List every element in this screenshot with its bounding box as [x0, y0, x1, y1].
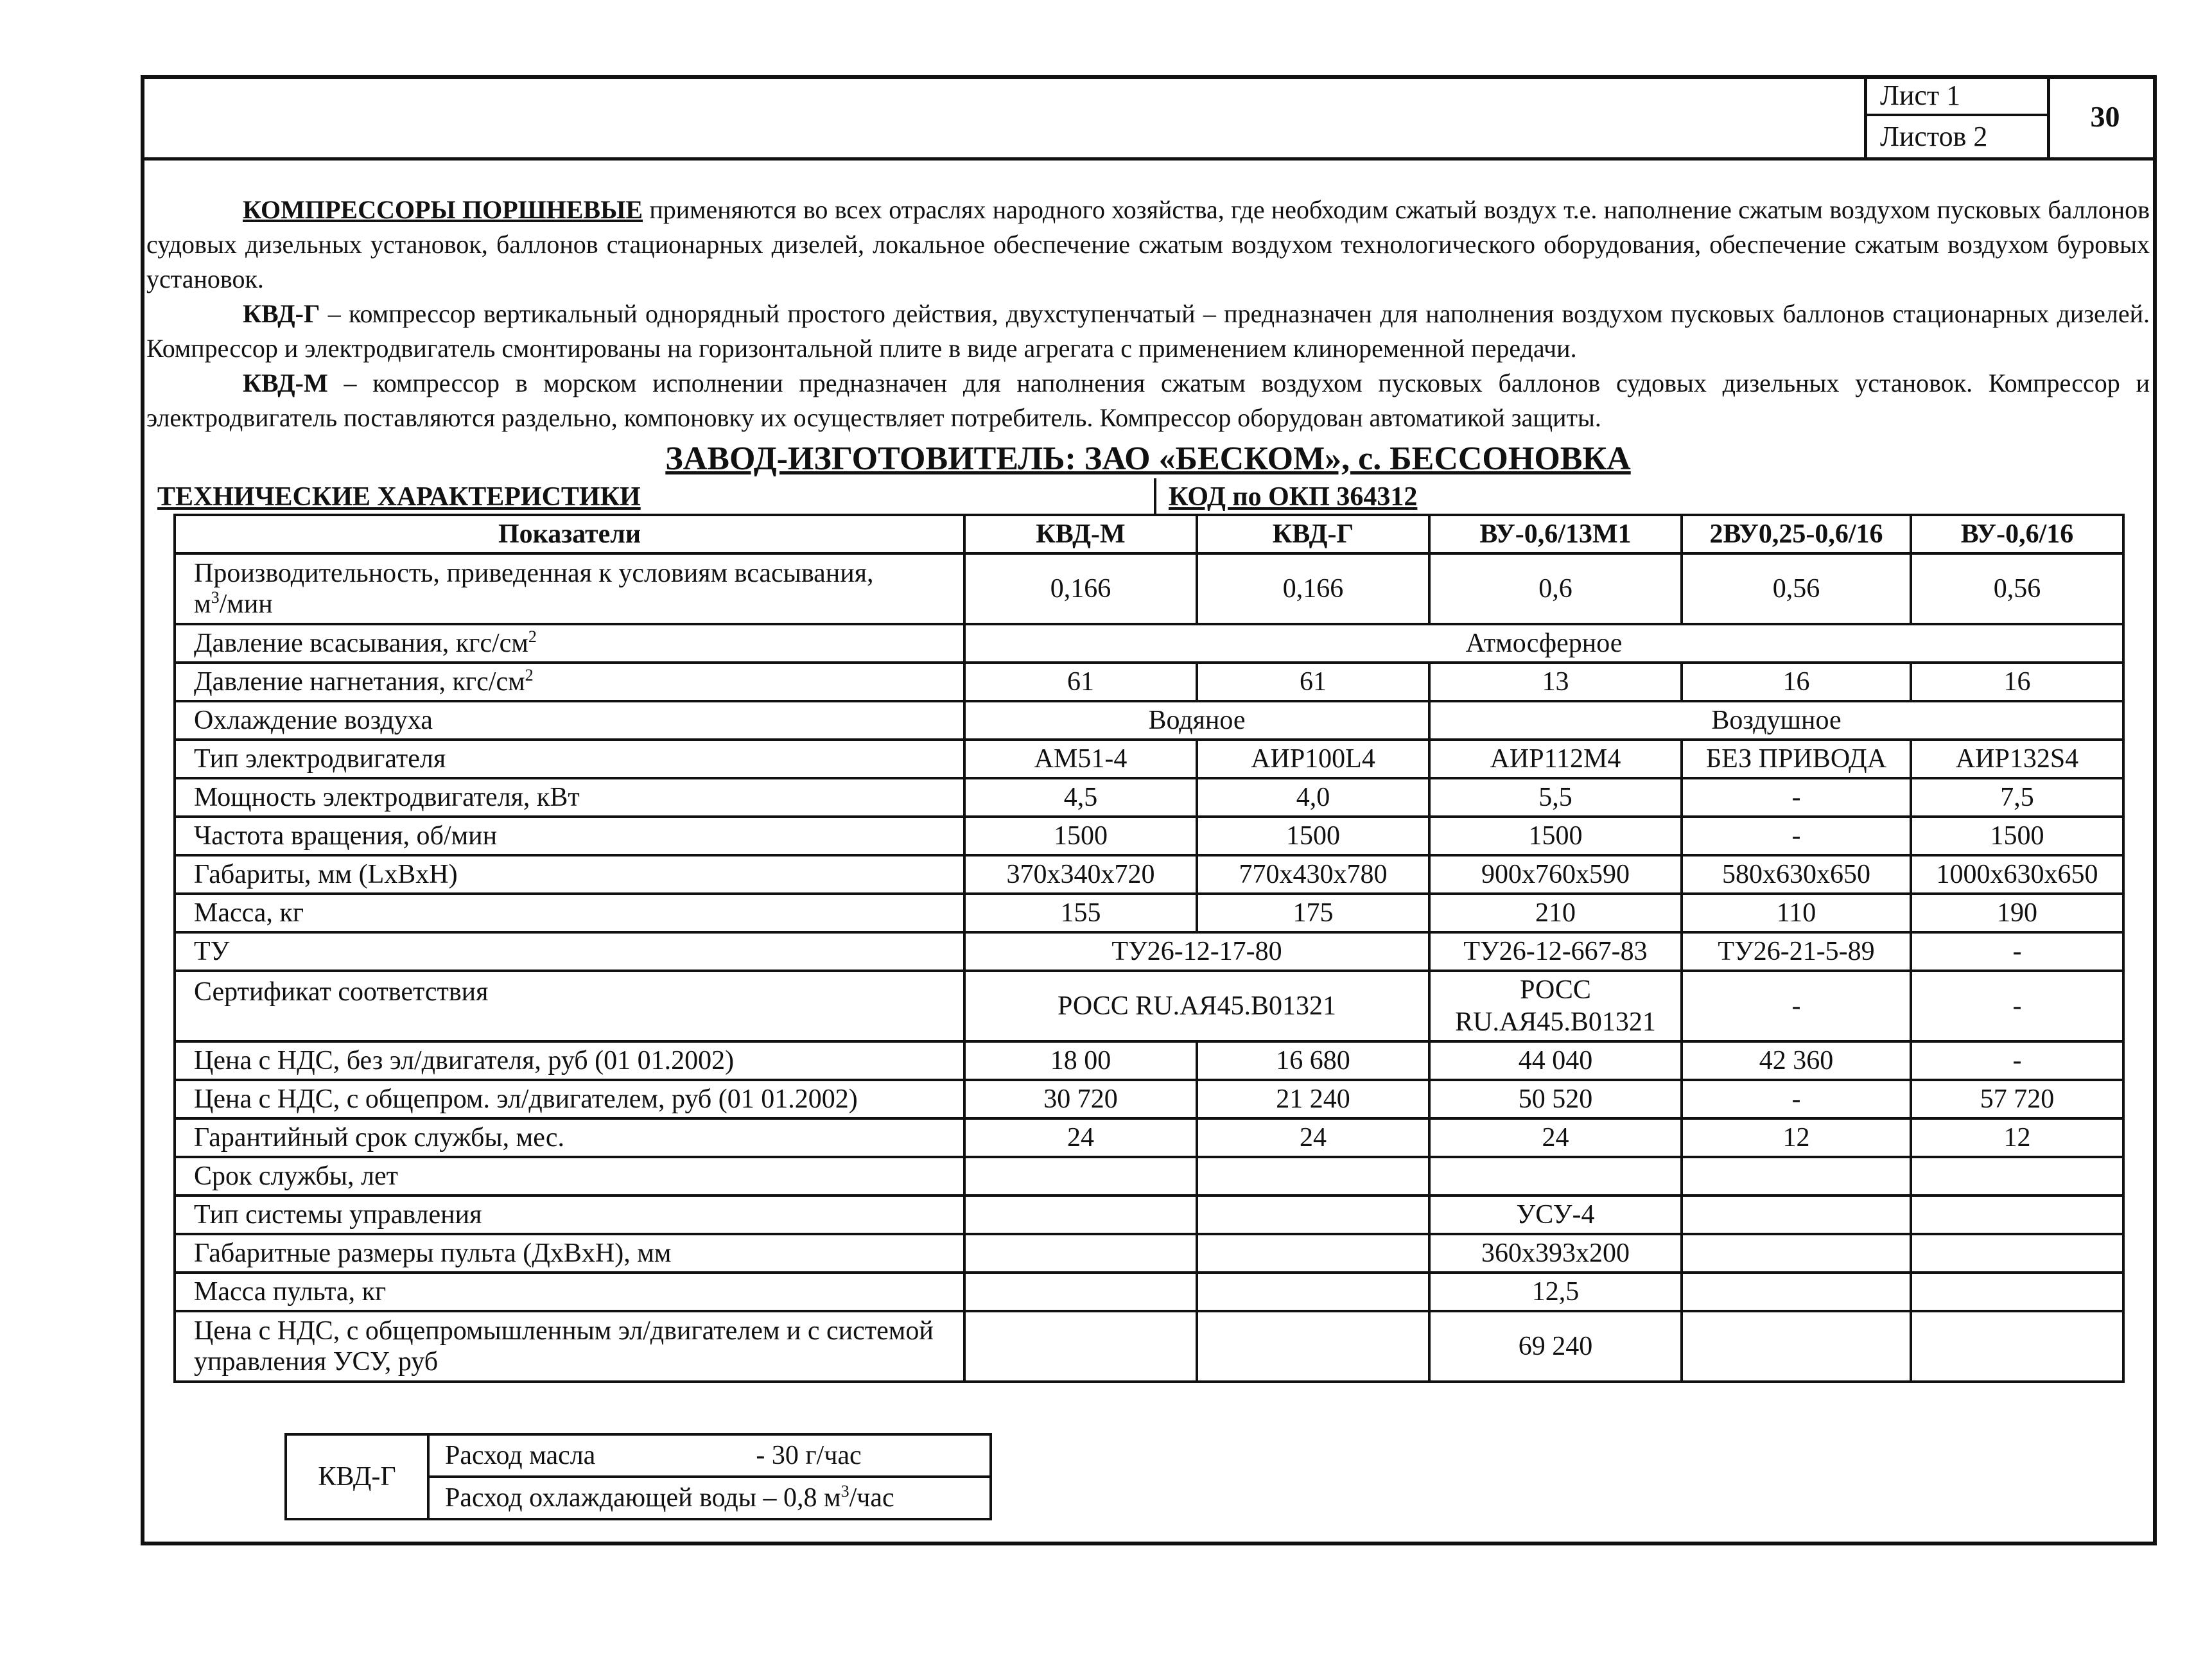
table-cell: 12,5: [1429, 1273, 1682, 1311]
table-cell-merged: Водяное: [964, 701, 1429, 740]
table-row: [175, 1196, 2123, 1234]
table-cell: 69 240: [1429, 1311, 1682, 1382]
intro-p1-text: применяются во всех отраслях народного хозяйства, где необходим сжатый воздух т.е. наполнение сжатым воздухом пусковых баллонов судовых дизельных установок, баллонов стационарных дизелей, локальное обеспечение сжатым воздухом технологического оборудования, обеспечение сжатым воздухом буровых установок.: [146, 195, 2150, 293]
row-label-dimensions: Габариты, мм (LxBxH): [175, 855, 964, 894]
table-cell: УСУ-4: [1429, 1196, 1682, 1234]
table-cell: 13: [1429, 663, 1682, 701]
row-label-panel-mass: Масса пульта, кг: [175, 1273, 964, 1311]
table-cell: 12: [1682, 1118, 1911, 1157]
table-cell: 0,56: [1682, 553, 1911, 624]
table-cell: [1911, 1234, 2123, 1273]
row-label-tu: ТУ: [175, 932, 964, 971]
table-row: [175, 1273, 2123, 1311]
sheet-stamp: [1864, 75, 2157, 159]
row-label-price-no-motor: Цена с НДС, без эл/двигателя, руб (01 01.2002): [175, 1041, 964, 1080]
intro-paragraph-3: [146, 366, 2150, 435]
okp-code: КОД по ОКП 364312: [1169, 482, 1418, 512]
table-cell: БЕЗ ПРИВОДА: [1682, 740, 1911, 778]
table-cell: 24: [1197, 1118, 1429, 1157]
table-cell: -: [1911, 971, 2123, 1041]
row-label-productivity: Производительность, приведенная к условиям всасывания, $м^3$/мин: [175, 553, 964, 624]
table-cell: [964, 1273, 1197, 1311]
table-cell: -: [1682, 1080, 1911, 1118]
table-cell: 1500: [1197, 817, 1429, 855]
table-cell: 18 00: [964, 1041, 1197, 1080]
table-cell: 0,6: [1429, 553, 1682, 624]
row-label-motor-type: Тип электродвигателя: [175, 740, 964, 778]
table-cell: [1197, 1234, 1429, 1273]
table-row: [175, 894, 2123, 932]
table-cell: [1682, 1157, 1911, 1196]
table-cell: 12: [1911, 1118, 2123, 1157]
table-cell: 4,0: [1197, 778, 1429, 817]
table-cell: -: [1682, 778, 1911, 817]
row-label-rotation: Частота вращения, об/мин: [175, 817, 964, 855]
row-label-certificate: Сертификат соответствия: [175, 971, 964, 1041]
table-cell: 900x760x590: [1429, 855, 1682, 894]
table-cell: 42 360: [1682, 1041, 1911, 1080]
table-cell: ТУ26-21-5-89: [1682, 932, 1911, 971]
title-divider: [1154, 478, 1156, 516]
table-cell: [1197, 1196, 1429, 1234]
table-cell: 16: [1682, 663, 1911, 701]
intro-p2-heading: КВД-Г: [243, 299, 320, 328]
table-cell: [1197, 1157, 1429, 1196]
table-cell: АМ51-4: [964, 740, 1197, 778]
row-label-cooling: Охлаждение воздуха: [175, 701, 964, 740]
table-cell: -: [1911, 1041, 2123, 1080]
header-kvd-g: КВД-Г: [1197, 515, 1429, 553]
table-cell: [1429, 1157, 1682, 1196]
table-cell: [1682, 1273, 1911, 1311]
table-row: [175, 1157, 2123, 1196]
table-cell: 0,166: [964, 553, 1197, 624]
table-cell: 1500: [1429, 817, 1682, 855]
table-cell: 155: [964, 894, 1197, 932]
table-cell-merged: Воздушное: [1429, 701, 2123, 740]
factory-title: ЗАВОД-ИЗГОТОВИТЕЛЬ: ЗАО «БЕСКОМ», с. БЕССОНОВКА: [665, 440, 1631, 477]
table-cell: -: [1911, 932, 2123, 971]
intro-p3-heading: КВД-М: [243, 369, 328, 397]
table-cell: 44 040: [1429, 1041, 1682, 1080]
table-cell: АИР132S4: [1911, 740, 2123, 778]
table-row: [175, 1118, 2123, 1157]
header-parameters: Показатели: [175, 515, 964, 553]
row-label-control-type: Тип системы управления: [175, 1196, 964, 1234]
tech-specs-title: ТЕХНИЧЕСКИЕ ХАРАКТЕРИСТИКИ: [157, 482, 641, 512]
table-cell: РОСС RU.АЯ45.В01321: [1429, 971, 1682, 1041]
table-cell: 4,5: [964, 778, 1197, 817]
table-cell: [1197, 1311, 1429, 1382]
table-row: [286, 1434, 991, 1477]
table-header-row: [175, 515, 2123, 553]
table-cell: 110: [1682, 894, 1911, 932]
table-cell: 0,56: [1911, 553, 2123, 624]
table-row: [175, 817, 2123, 855]
table-row: [175, 1041, 2123, 1080]
table-cell: [964, 1196, 1197, 1234]
table-cell-merged: ТУ26-12-17-80: [964, 932, 1429, 971]
table-cell: 24: [964, 1118, 1197, 1157]
table-cell: 770x430x780: [1197, 855, 1429, 894]
table-cell: 24: [1429, 1118, 1682, 1157]
table-cell: 580x630x650: [1682, 855, 1911, 894]
table-cell: [1682, 1311, 1911, 1382]
row-label-discharge-pressure: Давление нагнетания, кгс/$см^2$: [175, 663, 964, 701]
table-cell: [1197, 1273, 1429, 1311]
table-cell: 61: [964, 663, 1197, 701]
table-cell: 5,5: [1429, 778, 1682, 817]
sheet-list-label: Лист 1: [1867, 75, 2047, 116]
table-cell: 1500: [1911, 817, 2123, 855]
table-cell: -: [1682, 971, 1911, 1041]
table-cell: [964, 1157, 1197, 1196]
table-cell: [1911, 1311, 2123, 1382]
header-kvd-m: КВД-М: [964, 515, 1197, 553]
table-row: [175, 663, 2123, 701]
table-cell: 360x393x200: [1429, 1234, 1682, 1273]
table-cell: 0,166: [1197, 553, 1429, 624]
table-row: [175, 778, 2123, 817]
intro-p2-text: – компрессор вертикальный однорядный простого действия, двухступенчатый – предназначен для наполнения воздухом пусковых баллонов стационарных дизелей. Компрессор и электродвигатель смонтированы на горизонтальной плите в виде агрегата с применением клиноременной передачи.: [146, 299, 2150, 363]
table-cell: 370x340x720: [964, 855, 1197, 894]
header-vu-06-13m1: ВУ-0,6/13М1: [1429, 515, 1682, 553]
kvd-g-label: КВД-Г: [286, 1434, 428, 1519]
table-cell: 61: [1197, 663, 1429, 701]
table-cell: 210: [1429, 894, 1682, 932]
table-row: [175, 740, 2123, 778]
table-cell: -: [1682, 817, 1911, 855]
table-cell: [1911, 1157, 2123, 1196]
table-cell: 21 240: [1197, 1080, 1429, 1118]
table-row: [175, 1234, 2123, 1273]
table-row: [175, 855, 2123, 894]
table-cell: 1000x630x650: [1911, 855, 2123, 894]
table-cell: АИР112М4: [1429, 740, 1682, 778]
table-cell: ТУ26-12-667-83: [1429, 932, 1682, 971]
table-cell: 7,5: [1911, 778, 2123, 817]
row-label-service-life: Срок службы, лет: [175, 1157, 964, 1196]
table-cell: 57 720: [1911, 1080, 2123, 1118]
intro-paragraph-2: [146, 297, 2150, 366]
row-label-price-with-motor: Цена с НДС, с общепром. эл/двигателем, руб (01 01.2002): [175, 1080, 964, 1118]
header-2vu: 2ВУ0,25-0,6/16: [1682, 515, 1911, 553]
sheet-lists-label: Листов 2: [1880, 121, 1988, 152]
intro-p1-heading: КОМПРЕССОРЫ ПОРШНЕВЫЕ: [243, 195, 643, 224]
table-row: [175, 1080, 2123, 1118]
table-row: [175, 701, 2123, 740]
page-number: 30: [2047, 75, 2160, 159]
table-row: [175, 971, 2123, 1041]
table-cell: 16 680: [1197, 1041, 1429, 1080]
table-row: [175, 1311, 2123, 1382]
row-label-warranty: Гарантийный срок службы, мес.: [175, 1118, 964, 1157]
row-label-motor-power: Мощность электродвигателя, кВт: [175, 778, 964, 817]
table-cell: 50 520: [1429, 1080, 1682, 1118]
header-vu-06-16: ВУ-0,6/16: [1911, 515, 2123, 553]
row-label-panel-dims: Габаритные размеры пульта (ДxВxН), мм: [175, 1234, 964, 1273]
intro-text: [146, 193, 2150, 435]
intro-paragraph-1: [146, 193, 2150, 297]
table-cell: 30 720: [964, 1080, 1197, 1118]
table-cell: [1911, 1196, 2123, 1234]
table-cell: 1500: [964, 817, 1197, 855]
table-cell: 175: [1197, 894, 1429, 932]
table-row: [175, 553, 2123, 624]
oil-consumption: Расход масла - 30 г/час: [428, 1434, 991, 1477]
table-cell: [1682, 1196, 1911, 1234]
table-row: [175, 932, 2123, 971]
kvd-g-consumption-table: [284, 1433, 992, 1520]
table-cell: [964, 1311, 1197, 1382]
intro-p3-text: – компрессор в морском исполнении предназначен для наполнения сжатым воздухом пусковых баллонов судовых дизельных установок. Компрессор и электродвигатель поставляются раздельно, компоновку их осуществляет потребитель. Компрессор оборудован автоматикой защиты.: [146, 369, 2150, 432]
table-row: [175, 624, 2123, 663]
table-cell: [1911, 1273, 2123, 1311]
table-cell: 190: [1911, 894, 2123, 932]
table-cell-merged: РОСС RU.АЯ45.В01321: [964, 971, 1429, 1041]
row-label-suction-pressure: Давление всасывания, кгс/$см^2$: [175, 624, 964, 663]
header-divider: [141, 157, 2157, 161]
table-cell: 16: [1911, 663, 2123, 701]
table-cell: [1682, 1234, 1911, 1273]
table-cell-merged: Атмосферное: [964, 624, 2123, 663]
table-cell: АИР100L4: [1197, 740, 1429, 778]
table-cell: [964, 1234, 1197, 1273]
water-consumption: Расход охлаждающей воды – 0,8 $м^3$/час: [428, 1477, 991, 1519]
row-label-mass: Масса, кг: [175, 894, 964, 932]
specs-table: [173, 514, 2125, 1383]
row-label-price-full: Цена с НДС, с общепромышленным эл/двигателем и с системой управления УСУ, руб: [175, 1311, 964, 1382]
